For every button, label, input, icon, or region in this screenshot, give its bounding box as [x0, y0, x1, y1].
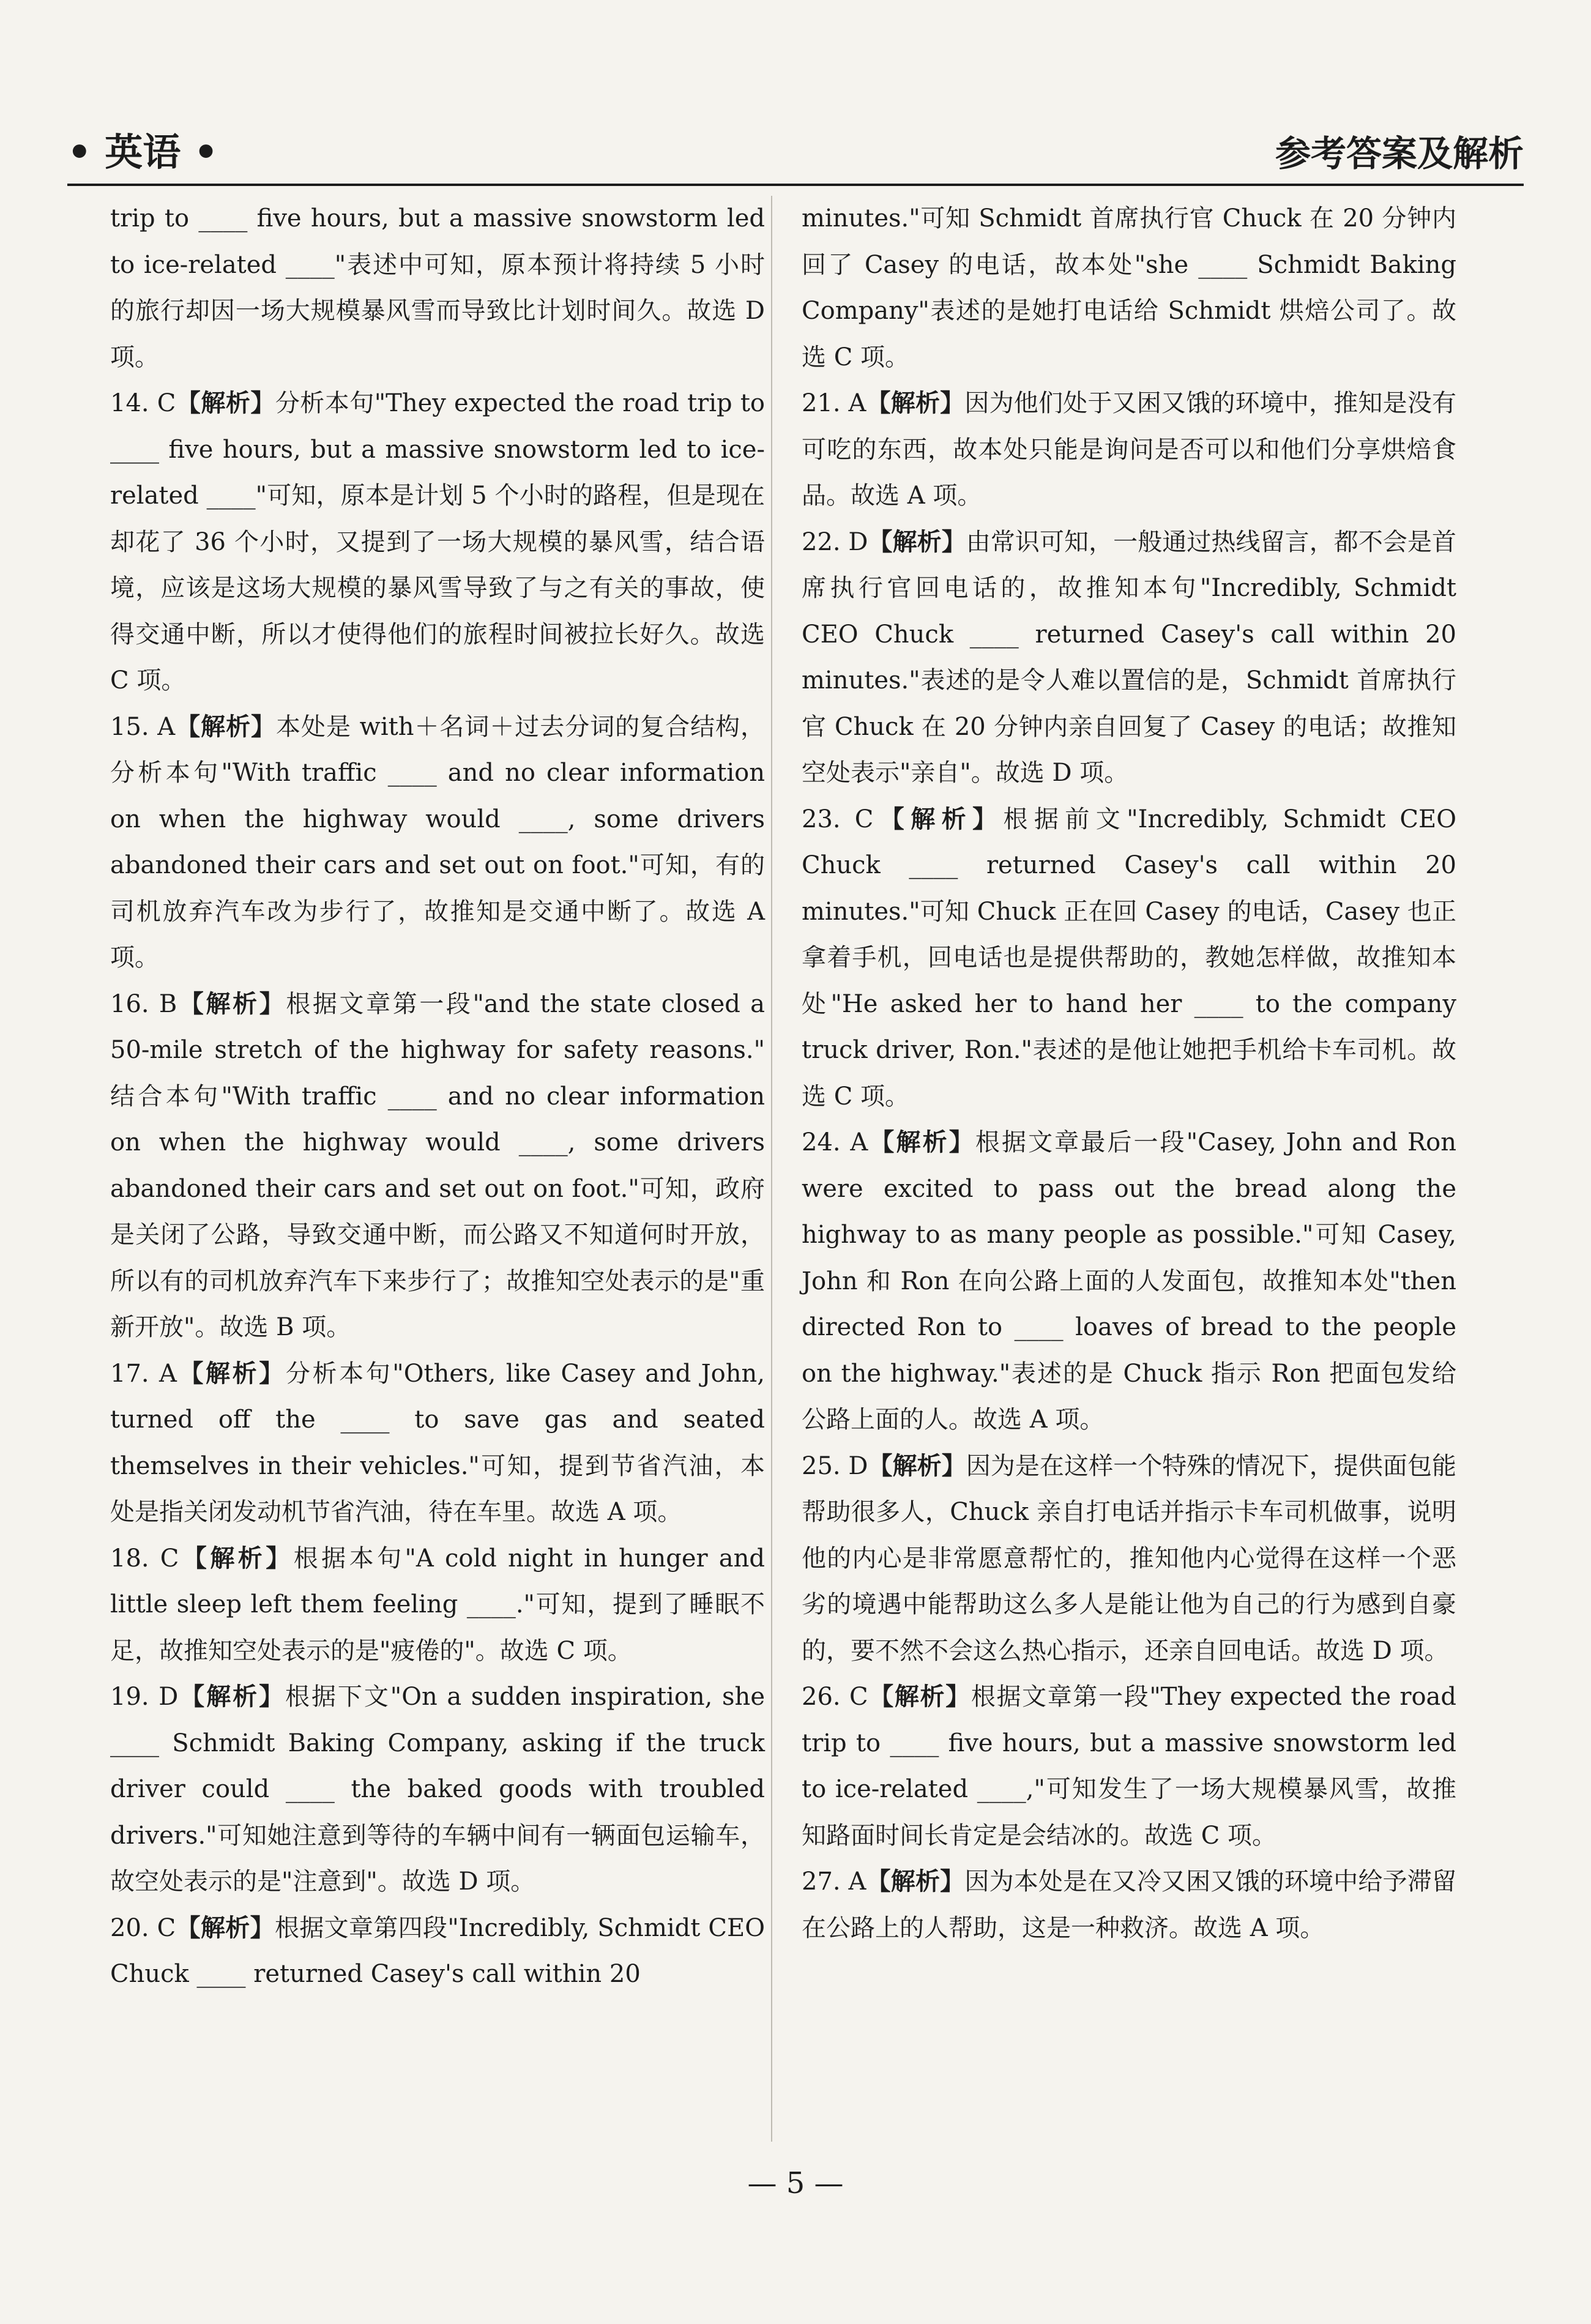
answer-item	[802, 1674, 1456, 1859]
answer-item	[110, 1674, 765, 1905]
answer-number: 21. A	[802, 389, 866, 417]
answer-number: 22. D	[802, 527, 868, 556]
analysis-tag: 【解析】	[868, 1683, 971, 1711]
answer-text: 根据文章最后一段"Casey, John and Ron were excited to pass out the bread along the highway to as many people as possible."可知 Casey, John 和 Ron 在向公路上面的人发面包，故推知本处"then directed Ron to ____ loaves of bread to the people on the highway."表述的是 Chuck 指示 Ron 把面包发给公路上面的人。故选 A 项。	[802, 1128, 1457, 1434]
analysis-tag: 【解析】	[868, 1128, 975, 1156]
answer-item	[802, 1859, 1456, 1951]
page-header	[67, 116, 1524, 186]
answer-number: 24. A	[802, 1128, 868, 1156]
answer-item	[110, 981, 765, 1351]
section-title: 参考答案及解析	[1275, 133, 1524, 174]
answer-text: 根据文章第一段"They expected the road trip to ____ five hours, but a massive snowstorm led to ice-related ____,"可知发生了一场大规模暴风雪，故推知路面时间长肯定是会结冰的。故选 C 项。	[802, 1683, 1457, 1850]
page-number: — 5 —	[747, 2166, 844, 2200]
answer-text: 因为他们处于又困又饿的环境中，推知是没有可吃的东西，故本处只能是询问是否可以和他们分享烘焙食品。故选 A 项。	[802, 389, 1457, 510]
answer-item	[110, 381, 765, 704]
analysis-tag: 【解析】	[873, 805, 1004, 833]
answer-number: 20. C	[110, 1913, 176, 1942]
answer-item	[802, 1443, 1456, 1675]
answer-number: 25. D	[802, 1451, 868, 1480]
answer-item	[802, 1120, 1456, 1443]
analysis-tag: 【解析】	[176, 1913, 275, 1942]
answer-number: 23. C	[802, 805, 874, 833]
analysis-tag: 【解析】	[868, 527, 966, 556]
answer-number: 16. B	[110, 989, 177, 1018]
analysis-tag: 【解析】	[866, 1868, 965, 1896]
answer-number: 27. A	[802, 1868, 866, 1896]
left-column	[110, 196, 765, 1998]
answer-text: 根据下文"On a sudden inspiration, she ____ Schmidt Baking Company, asking if the truck driver could ____ the baked goods with troubled drivers."可知她注意到等待的车辆中间有一辆面包运输车，故空处表示的是"注意到"。故选 D 项。	[110, 1683, 765, 1896]
analysis-tag: 【解析】	[866, 389, 965, 417]
answer-item	[802, 520, 1456, 797]
answer-text: 根据文章第一段"and the state closed a 50-mile stretch of the highway for safety reasons." 结合本句"With traffic ____ and no clear information on when the highway would ____, some drivers abandoned their cars and set out on foot."可知，政府是关闭了公路，导致交通中断，而公路又不知道何时开放，所以有的司机放弃汽车下来步行了；故推知空处表示的是"重新开放"。故选 B 项。	[110, 989, 766, 1341]
answer-item	[802, 381, 1456, 520]
answer-text: 根据前文"Incredibly, Schmidt CEO Chuck ____ returned Casey's call within 20 minutes."可知 Chuck 正在回 Casey 的电话，Casey 也正拿着手机，回电话也是提供帮助的，教她怎样做，故推知本处"He asked her to hand her ____ to the company truck driver, Ron."表述的是他让她把手机给卡车司机。故选 C 项。	[802, 805, 1457, 1111]
answer-number: 19. D	[110, 1683, 179, 1711]
answer-number: 26. C	[802, 1683, 868, 1711]
analysis-tag: 【解析】	[868, 1451, 966, 1480]
answer-number: 15. A	[110, 712, 176, 741]
answer-item	[110, 1536, 765, 1675]
answer-text: trip to ____ five hours, but a massive snowstorm led to ice-related ____"表述中可知，原本预计将持续 5 小时的旅行却因一场大规模暴风雪而导致比计划时间久。故选 D 项。	[110, 204, 765, 371]
column-divider	[771, 196, 772, 2142]
analysis-tag: 【解析】	[179, 1544, 294, 1573]
answer-text: 分析本句"They expected the road trip to ____ five hours, but a massive snowstorm led to ice-related ____"可知，原本是计划 5 个小时的路程，但是现在却花了 36 个小时，又提到了一场大规模的暴风雪，结合语境，应该是这场大规模的暴风雪导致了与之有关的事故，使得交通中断，所以才使得他们的旅程时间被拉长好久。故选 C 项。	[110, 389, 766, 695]
answer-text: 根据文章第四段"Incredibly, Schmidt CEO Chuck ____ returned Casey's call within 20	[110, 1913, 765, 1988]
subject-label: • 英语 •	[67, 130, 218, 174]
answer-item	[802, 196, 1456, 381]
answer-text: minutes."可知 Schmidt 首席执行官 Chuck 在 20 分钟内回了 Casey 的电话，故本处"she ____ Schmidt Baking Company"表述的是她打电话给 Schmidt 烘焙公司了。故选 C 项。	[802, 204, 1456, 371]
answer-item	[110, 1905, 765, 1998]
analysis-tag: 【解析】	[177, 989, 286, 1018]
answer-item	[110, 704, 765, 981]
analysis-tag: 【解析】	[176, 1359, 286, 1388]
answer-text: 本处是 with＋名词＋过去分词的复合结构，分析本句"With traffic ____ and no clear information on when the highway would ____, some drivers abandoned their cars and set out on foot."可知，有的司机放弃汽车改为步行了，故推知是交通中断了。故选 A 项。	[110, 712, 766, 972]
answer-number: 18. C	[110, 1544, 179, 1573]
analysis-tag: 【解析】	[175, 712, 277, 741]
answer-number: 17. A	[110, 1359, 177, 1388]
right-column	[802, 196, 1456, 1951]
answer-item	[802, 797, 1456, 1120]
answer-text: 分析本句"Others, like Casey and John, turned off the ____ to save gas and seated themselves in their vehicles."可知，提到节省汽油，本处是指关闭发动机节省汽油，待在车里。故选 A 项。	[110, 1359, 765, 1526]
answer-text: 根据本句"A cold night in hunger and little sleep left them feeling ____."可知，提到了睡眠不足，故推知空处表示的是"疲倦的"。故选 C 项。	[110, 1544, 766, 1665]
answer-text: 因为是在这样一个特殊的情况下，提供面包能帮助很多人，Chuck 亲自打电话并指示卡车司机做事，说明他的内心是非常愿意帮忙的，推知他内心觉得在这样一个恶劣的境遇中能帮助这么多人是能让他为自己的行为感到自豪的，要不然不会这么热心指示，还亲自回电话。故选 D 项。	[802, 1451, 1457, 1665]
answer-text: 由常识可知，一般通过热线留言，都不会是首席执行官回电话的，故推知本句"Incredibly, Schmidt CEO Chuck ____ returned Casey's call within 20 minutes."表述的是令人难以置信的是，Schmidt 首席执行官 Chuck 在 20 分钟内亲自回复了 Casey 的电话；故推知空处表示"亲自"。故选 D 项。	[802, 527, 1457, 787]
analysis-tag: 【解析】	[178, 1683, 286, 1711]
answer-number: 14. C	[110, 389, 176, 417]
answer-item	[110, 196, 765, 381]
analysis-tag: 【解析】	[176, 389, 275, 417]
answer-item	[110, 1351, 765, 1536]
answer-text: 因为本处是在又冷又困又饿的环境中给予滞留在公路上的人帮助，这是一种救济。故选 A 项。	[802, 1868, 1457, 1942]
